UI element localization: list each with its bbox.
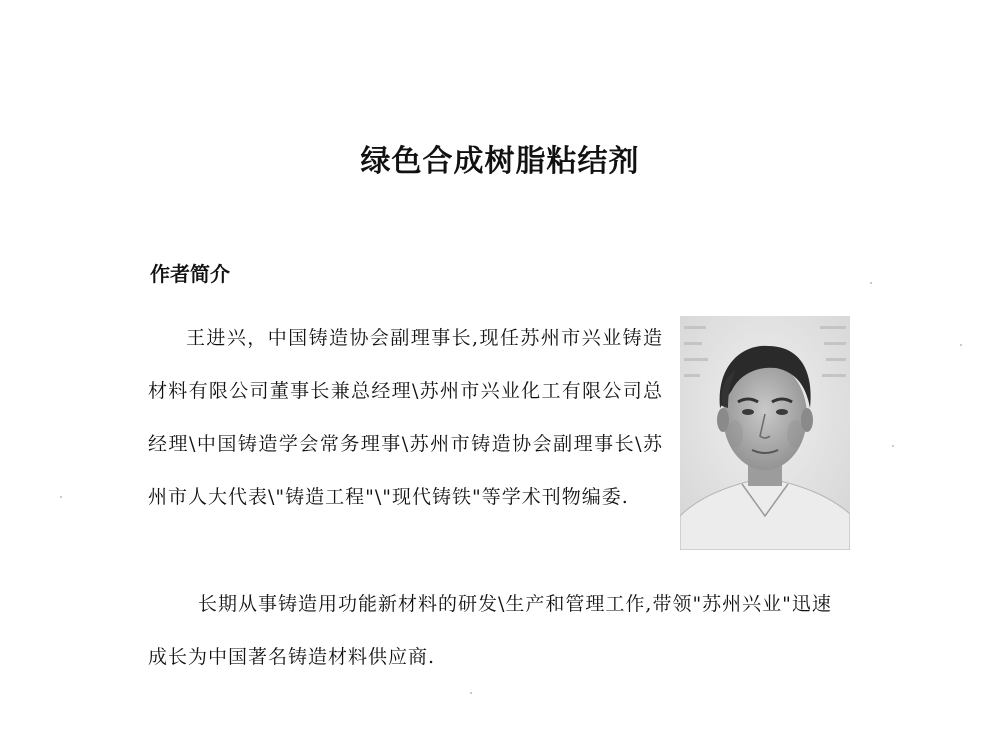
scan-speck	[60, 496, 62, 498]
portrait-illustration	[680, 316, 850, 550]
scan-speck	[892, 445, 894, 447]
author-portrait-photo	[680, 316, 850, 550]
scan-speck	[470, 692, 472, 694]
scan-speck	[870, 282, 872, 284]
section-heading: 作者简介	[150, 262, 230, 286]
document-title: 绿色合成树脂粘结剂	[360, 144, 640, 179]
scan-speck	[960, 344, 962, 346]
bio-paragraph-2: 长期从事铸造用功能新材料的研发\生产和管理工作,带领"苏州兴业"迅速成长为中国著名铸造材料供应商.	[148, 593, 832, 668]
bio-paragraph-1: 王进兴，中国铸造协会副理事长,现任苏州市兴业铸造材料有限公司董事长兼总经理\苏州市兴业化工有限公司总经理\中国铸造学会常务理事\苏州市铸造协会副理事长\苏州市人大代表\"铸造工程"\"现代铸铁"等学术刊物编委.	[148, 327, 663, 508]
